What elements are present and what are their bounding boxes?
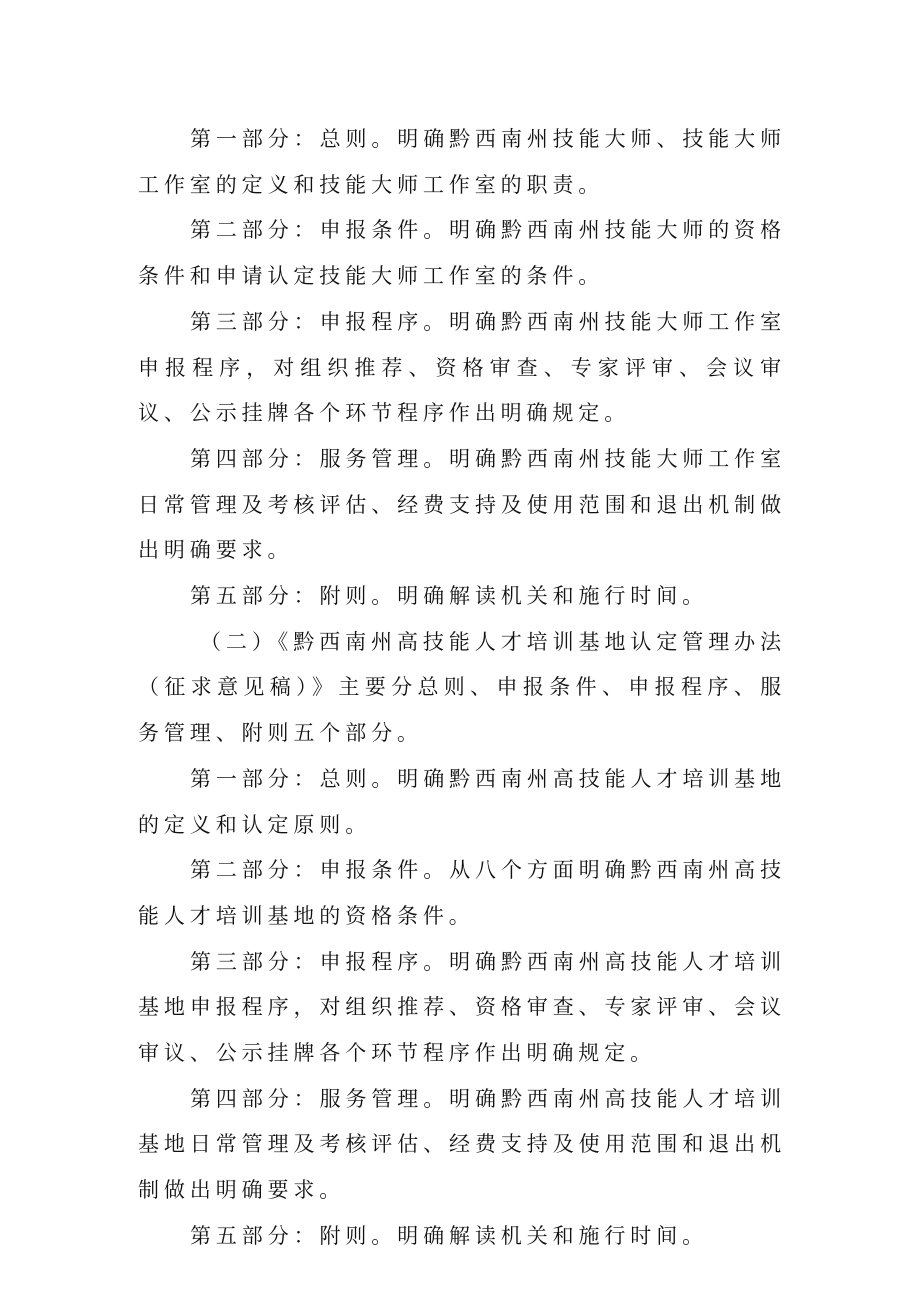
paragraph-base-part3-procedure: 第三部分：申报程序。明确黔西南州高技能人才培训基地申报程序，对组织推荐、资格审查、专家评审、会议审议、公示挂牌各个环节程序作出明确规定。 [138, 949, 786, 1066]
paragraph-base-part1-general: 第一部分：总则。明确黔西南州高技能人才培训基地的定义和认定原则。 [138, 766, 786, 837]
paragraph-part1-general: 第一部分：总则。明确黔西南州技能大师、技能大师工作室的定义和技能大师工作室的职责。 [138, 127, 786, 197]
document-body [138, 117, 786, 1260]
paragraph-section-two-heading: （二）《黔西南州高技能人才培训基地认定管理办法（征求意见稿）》主要分总则、申报条件、申报程序、服务管理、附则五个部分。 [138, 629, 786, 746]
paragraph-base-part5-appendix: 第五部分：附则。明确解读机关和施行时间。 [190, 1223, 708, 1248]
paragraph-part4-management: 第四部分：服务管理。明确黔西南州技能大师工作室日常管理及考核评估、经费支持及使用范围和退出机制做出明确要求。 [138, 446, 786, 563]
paragraph-base-part4-management: 第四部分：服务管理。明确黔西南州高技能人才培训基地日常管理及考核评估、经费支持及使用范围和退出机制做出明确要求。 [138, 1086, 786, 1203]
paragraph-part3-procedure: 第三部分：申报程序。明确黔西南州技能大师工作室申报程序，对组织推荐、资格审查、专家评审、会议审议、公示挂牌各个环节程序作出明确规定。 [138, 309, 786, 426]
paragraph-part5-appendix: 第五部分：附则。明确解读机关和施行时间。 [190, 584, 708, 609]
paragraph-part2-conditions: 第二部分：申报条件。明确黔西南州技能大师的资格条件和申请认定技能大师工作室的条件。 [138, 218, 786, 289]
paragraph-base-part2-conditions: 第二部分：申报条件。从八个方面明确黔西南州高技能人才培训基地的资格条件。 [138, 858, 786, 928]
